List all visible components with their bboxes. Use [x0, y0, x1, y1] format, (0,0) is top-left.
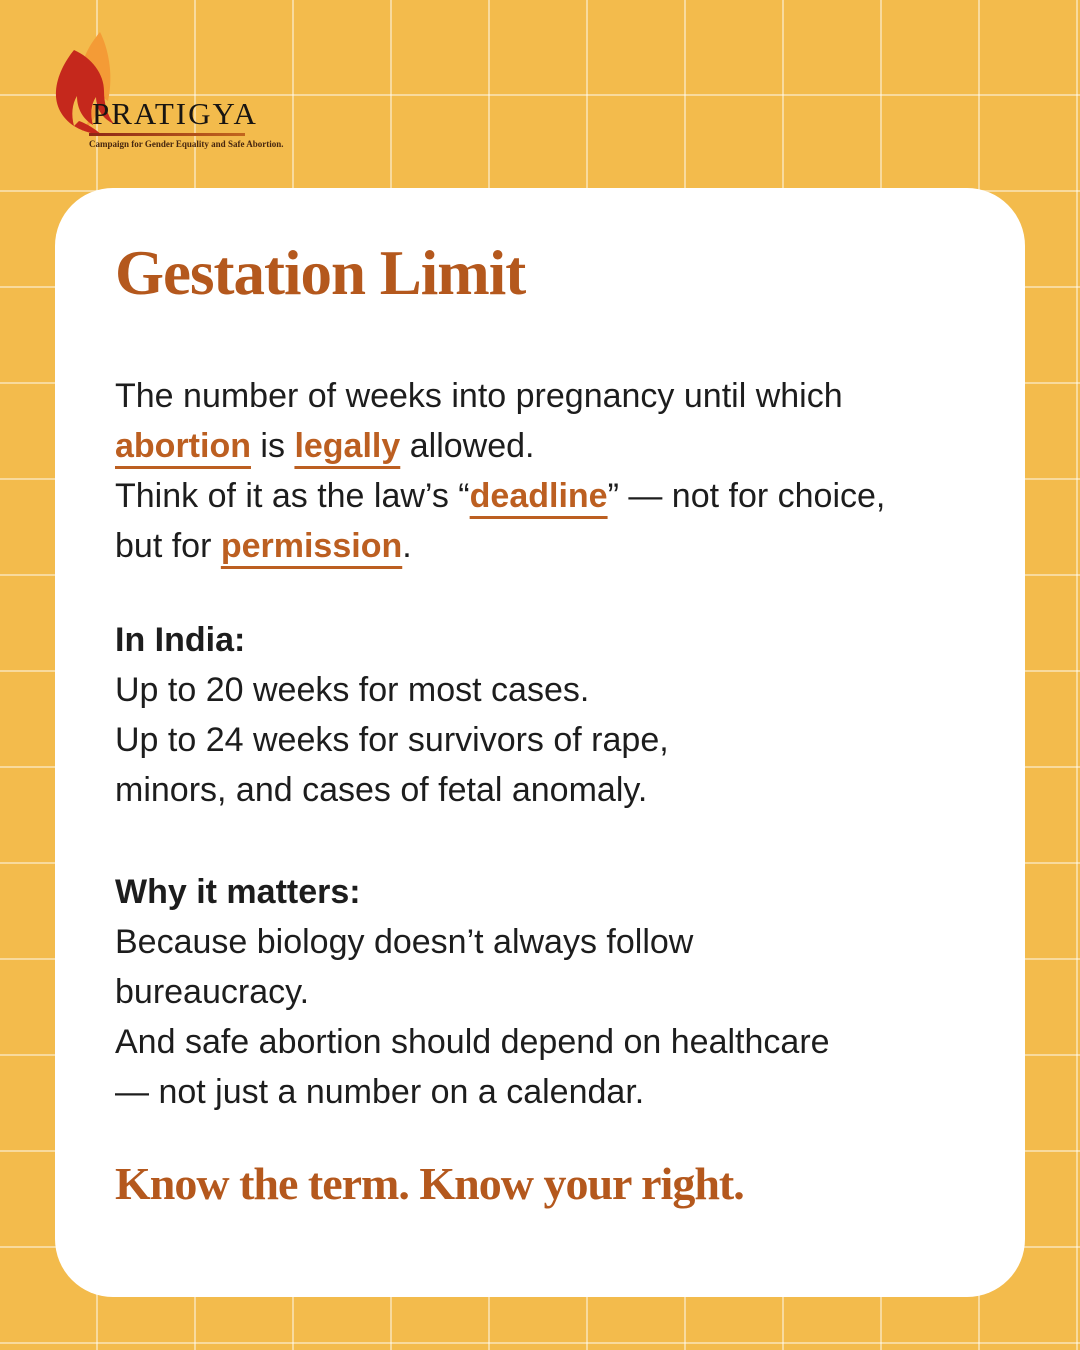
text-segment: ” — not for choice,: [607, 476, 886, 515]
why-line-1: Because biology doesn’t always follow: [115, 922, 694, 961]
highlighted-term: permission: [220, 526, 403, 565]
text-segment: allowed.: [400, 426, 535, 465]
logo-underline: [89, 133, 245, 136]
why-line-4: — not just a number on a calendar.: [115, 1072, 645, 1111]
text-segment: .: [402, 526, 412, 565]
why-line-2: bureaucracy.: [115, 972, 310, 1011]
brand-name: PRATIGYA: [92, 96, 258, 131]
highlighted-term: legally: [294, 426, 401, 465]
text-segment: Think of it as the law’s “: [115, 476, 470, 515]
brand-tagline: Campaign for Gender Equality and Safe Abortion.: [89, 139, 284, 149]
india-line-3: minors, and cases of fetal anomaly.: [115, 770, 648, 809]
footer-slogan: Know the term. Know your right.: [115, 1157, 744, 1209]
india-line-1: Up to 20 weeks for most cases.: [115, 670, 590, 709]
highlighted-term: deadline: [469, 476, 608, 515]
definition-paragraph: [115, 371, 977, 571]
text-segment: is: [250, 426, 295, 465]
text-segment: but for: [115, 526, 221, 565]
india-section: [115, 615, 977, 815]
why-it-matters-section: [115, 867, 977, 1117]
india-heading: In India:: [115, 620, 246, 659]
content-card: [55, 188, 1025, 1297]
why-line-3: And safe abortion should depend on healthcare: [115, 1022, 830, 1061]
page-title: Gestation Limit: [115, 238, 526, 308]
why-heading: Why it matters:: [115, 872, 361, 911]
text-segment: The number of weeks into pregnancy until which: [115, 376, 843, 415]
highlighted-term: abortion: [115, 426, 251, 465]
india-line-2: Up to 24 weeks for survivors of rape,: [115, 720, 669, 759]
brand-logo: [50, 26, 284, 152]
